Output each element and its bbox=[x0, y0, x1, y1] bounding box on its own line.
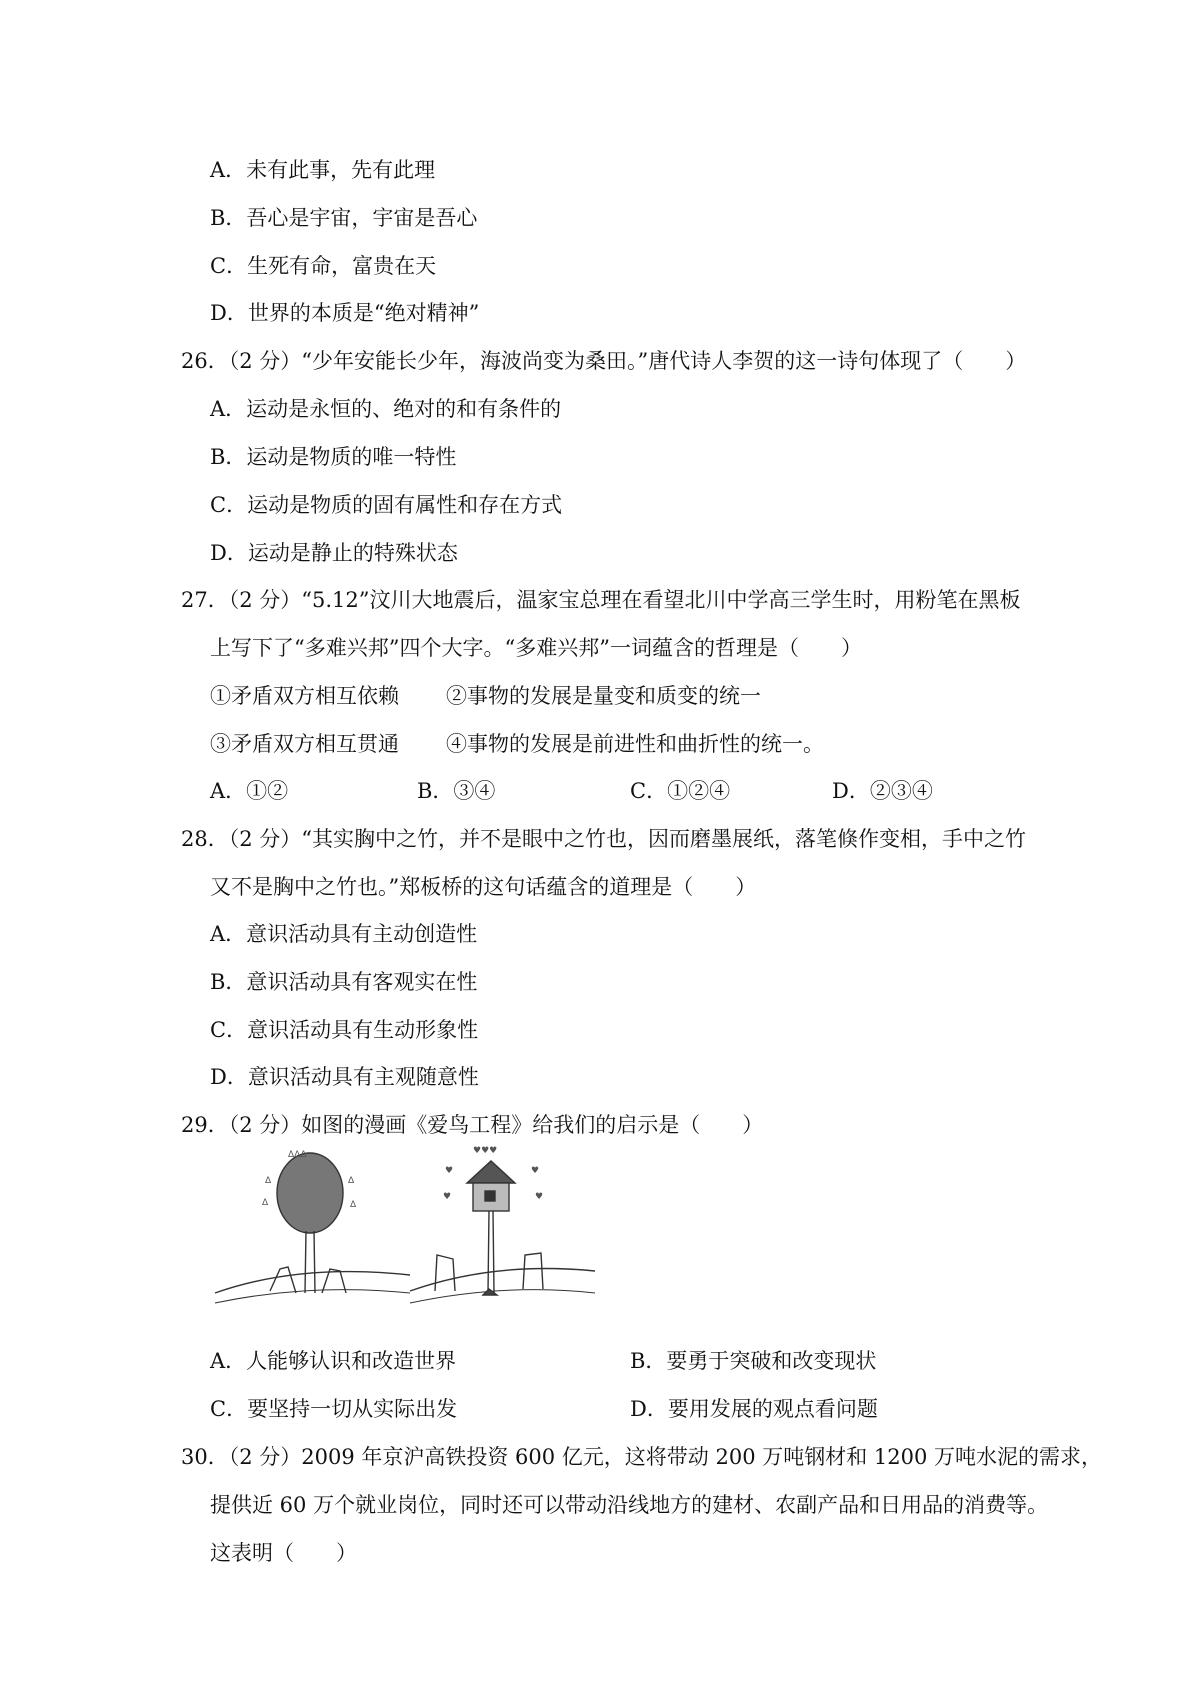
svg-text:♥: ♥ bbox=[531, 1166, 540, 1176]
q27-option-b: B．③④ bbox=[417, 779, 496, 803]
q29-stem: 29．（2 分）如图的漫画《爱鸟工程》给我们的启示是（ ） bbox=[181, 1113, 764, 1137]
svg-text:♥♥♥: ♥♥♥ bbox=[473, 1146, 498, 1156]
q27-option-a: A．①② bbox=[210, 779, 289, 803]
q25-option-b: B．吾心是宇宙，宇宙是吾心 bbox=[210, 206, 478, 230]
q28-option-a: A．意识活动具有主动创造性 bbox=[210, 922, 478, 946]
q29-option-c: C．要坚持一切从实际出发 bbox=[210, 1397, 458, 1421]
q28-stem-line1: 28．（2 分）“其实胸中之竹，并不是眼中之竹也，因而磨墨展纸，落笔倏作变相，手中之竹 bbox=[181, 827, 1026, 851]
q25-option-a: A．未有此事，先有此理 bbox=[210, 158, 436, 182]
q26-option-c: C．运动是物质的固有属性和存在方式 bbox=[210, 493, 563, 517]
svg-text:♥: ♥ bbox=[445, 1166, 454, 1176]
q27-statement-3: ③矛盾双方相互贯通 bbox=[210, 732, 399, 756]
q26-stem: 26．（2 分）“少年安能长少年，海波尚变为桑田。”唐代诗人李贺的这一诗句体现了（ ） bbox=[181, 349, 1027, 373]
svg-text:♥: ♥ bbox=[535, 1192, 544, 1202]
cartoon-panel-left bbox=[215, 1150, 410, 1303]
q30-stem-line1: 30．（2 分）2009 年京沪高铁投资 600 亿元，这将带动 200 万吨钢材和 1200 万吨水泥的需求， bbox=[181, 1445, 1103, 1469]
svg-text:Δ: Δ bbox=[350, 1200, 357, 1210]
svg-text:ΔΔΔ: ΔΔΔ bbox=[288, 1150, 307, 1160]
q27-statement-4: ④事物的发展是前进性和曲折性的统一。 bbox=[446, 732, 824, 756]
q28-option-d: D．意识活动具有主观随意性 bbox=[210, 1065, 479, 1089]
q27-option-c: C．①②④ bbox=[630, 779, 731, 803]
q27-stem-line1: 27．（2 分）“5.12”汶川大地震后，温家宝总理在看望北川中学高三学生时，用粉笔在黑板 bbox=[181, 588, 1021, 612]
bird-project-cartoon bbox=[210, 1143, 610, 1323]
q28-option-b: B．意识活动具有客观实在性 bbox=[210, 970, 478, 994]
q27-option-d: D．②③④ bbox=[832, 779, 933, 803]
q30-stem-line2: 提供近 60 万个就业岗位，同时还可以带动沿线地方的建材、农副产品和日用品的消费等。 bbox=[210, 1493, 1049, 1517]
q26-option-d: D．运动是静止的特殊状态 bbox=[210, 541, 458, 565]
q29-option-a: A．人能够认识和改造世界 bbox=[210, 1349, 457, 1373]
q30-stem-line3: 这表明（ ） bbox=[210, 1541, 357, 1565]
q28-stem-line2: 又不是胸中之竹也。”郑板桥的这句话蕴含的道理是（ ） bbox=[210, 875, 757, 899]
q26-option-a: A．运动是永恒的、绝对的和有条件的 bbox=[210, 397, 562, 421]
q27-statement-1: ①矛盾双方相互依赖 bbox=[210, 684, 399, 708]
q25-option-d: D．世界的本质是“绝对精神” bbox=[210, 301, 480, 325]
q27-statement-2: ②事物的发展是量变和质变的统一 bbox=[446, 684, 761, 708]
svg-text:♥: ♥ bbox=[443, 1192, 452, 1202]
svg-text:Δ: Δ bbox=[265, 1176, 272, 1186]
q29-option-b: B．要勇于突破和改变现状 bbox=[630, 1349, 877, 1373]
q25-option-c: C．生死有命，富贵在天 bbox=[210, 254, 437, 278]
cartoon-panel-right bbox=[410, 1146, 595, 1303]
svg-text:Δ: Δ bbox=[262, 1198, 269, 1208]
q28-option-c: C．意识活动具有生动形象性 bbox=[210, 1018, 479, 1042]
q26-option-b: B．运动是物质的唯一特性 bbox=[210, 445, 457, 469]
q27-stem-line2: 上写下了“多难兴邦”四个大字。“多难兴邦”一词蕴含的哲理是（ ） bbox=[210, 636, 862, 660]
q29-option-d: D．要用发展的观点看问题 bbox=[630, 1397, 878, 1421]
svg-text:Δ: Δ bbox=[348, 1176, 355, 1186]
